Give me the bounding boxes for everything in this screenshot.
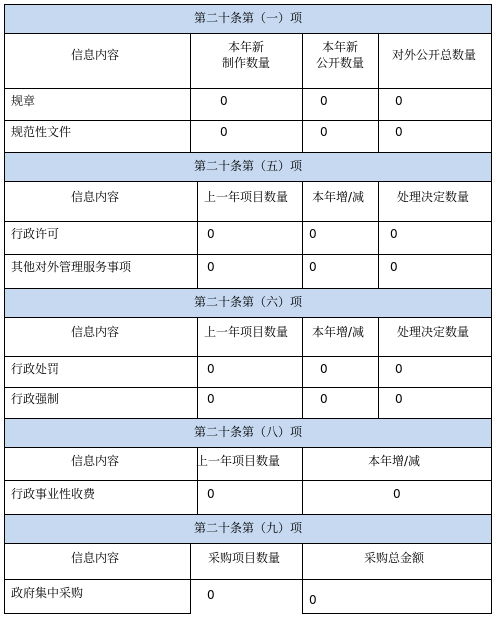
row-value: 0	[320, 125, 328, 139]
row-value: 0	[395, 94, 403, 108]
row-value: 0	[320, 362, 328, 376]
row-value: 0	[395, 362, 403, 376]
row-value: 0	[390, 260, 398, 274]
header-change: 本年增/减	[312, 325, 365, 339]
header-decisions: 处理决定数量	[397, 325, 470, 339]
row-value: 0	[220, 125, 228, 139]
row-value: 0	[207, 362, 215, 376]
header-info-content: 信息内容	[71, 190, 120, 204]
header-change: 本年增/减	[368, 454, 421, 468]
row-value: 0	[207, 487, 215, 501]
header-total-published: 对外公开总数量	[392, 48, 477, 62]
row-value: 0	[309, 227, 317, 241]
row-value: 0	[320, 392, 328, 406]
header-info-content: 信息内容	[71, 454, 120, 468]
header-prev-year-count: 上一年项目数量	[196, 454, 281, 468]
row-value: 0	[220, 94, 228, 108]
row-label: 行政事业性收费	[11, 487, 96, 501]
section-title-text: 第二十条第（六）项	[193, 295, 302, 309]
header-info-content: 信息内容	[71, 48, 120, 62]
row-value: 0	[390, 227, 398, 241]
header-change: 本年增/减	[312, 190, 365, 204]
row-value: 0	[395, 392, 403, 406]
row-value: 0	[207, 260, 215, 274]
row-label: 其他对外管理服务事项	[11, 260, 132, 274]
header-new-made: 本年新 制作数量	[221, 40, 270, 70]
row-value: 0	[309, 593, 317, 607]
row-label: 行政强制	[11, 392, 60, 406]
header-info-content: 信息内容	[71, 551, 120, 565]
section-title-text: 第二十条第（九）项	[193, 521, 302, 535]
section-title-text: 第二十条第（一）项	[193, 11, 302, 25]
row-value: 0	[395, 125, 403, 139]
section-title	[4, 418, 492, 448]
section-title-text: 第二十条第（五）项	[193, 159, 302, 173]
section-title	[4, 152, 492, 182]
header-decisions: 处理决定数量	[397, 190, 470, 204]
section-title-text: 第二十条第（八）项	[193, 425, 302, 439]
row-label: 规范性文件	[11, 125, 72, 139]
row-value: 0	[320, 94, 328, 108]
row-label: 规章	[11, 94, 36, 108]
row-value: 0	[207, 392, 215, 406]
section-title	[4, 288, 492, 318]
section-title	[4, 514, 492, 544]
row-label: 行政许可	[11, 227, 60, 241]
header-prev-year-count: 上一年项目数量	[204, 190, 289, 204]
header-purchase-amount: 采购总金额	[364, 551, 425, 565]
row-label: 行政处罚	[11, 362, 60, 376]
header-new-published: 本年新 公开数量	[315, 40, 364, 70]
row-value: 0	[207, 588, 215, 602]
header-info-content: 信息内容	[71, 325, 120, 339]
header-prev-year-count: 上一年项目数量	[204, 325, 289, 339]
header-purchase-count: 采购项目数量	[208, 551, 281, 565]
section-title	[4, 4, 492, 34]
row-value: 0	[309, 260, 317, 274]
row-value: 0	[207, 227, 215, 241]
row-value: 0	[393, 487, 401, 501]
row-label: 政府集中采购	[11, 586, 84, 600]
